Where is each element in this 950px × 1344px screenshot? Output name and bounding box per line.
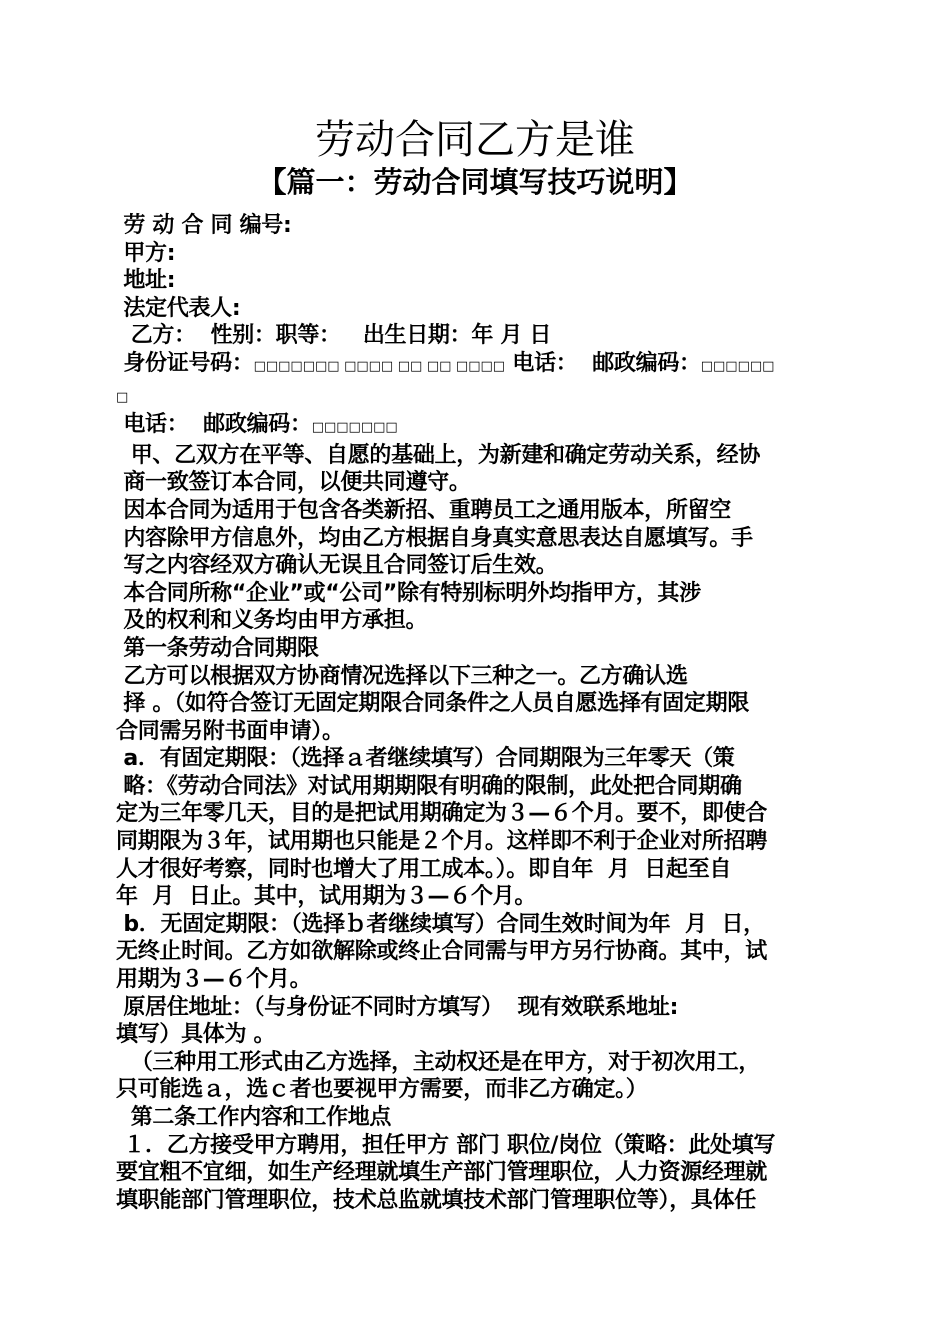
text-line: 写之内容经双方确认无误且合同签订后生效。 (116, 553, 558, 579)
id-number-line (116, 350, 836, 381)
text-line: 法定代表人: (116, 295, 241, 321)
section-heading: 第一条劳动合同期限 (116, 635, 319, 661)
text-line: 略：《劳动合同法》对试用期期限有明确的限制，此处把合同期确 (116, 773, 742, 799)
text-line: 人才很好考察，同时也增大了用工成本。）。即自年 月 日起至自 (116, 856, 732, 882)
text-line: 用期为３—６个月。 (116, 967, 312, 993)
section-heading: 第二条工作内容和工作地点 (116, 1105, 392, 1130)
text-line: 商一致签订本合同，以便共同遵守。 (116, 470, 471, 496)
text-line: 本合同所称“企业”或“公司”除有特别标明外均指甲方，其涉 (116, 580, 701, 606)
text-line: 乙方： 性别：职等： 出生日期：年 月 日 (116, 323, 552, 349)
text-line: 内容除甲方信息外，均由乙方根据自身真实意思表达自愿填写。手 (116, 525, 753, 551)
phone-label: 电话： 邮政编码： (116, 412, 312, 438)
text-line: 甲方: (116, 240, 176, 266)
text-line: a．有固定期限：（选择ａ者继续填写）合同期限为三年零天（策 (116, 746, 735, 772)
text-line: b．无固定期限：（选择ｂ者继续填写）合同生效时间为年 月 日， (116, 911, 765, 937)
text-line: 劳 动 合 同 编号: (116, 213, 292, 238)
text-line: 同期限为３年，试用期也只能是２个月。这样即不利于企业对所招聘 (116, 829, 768, 855)
id-number-label: 身份证号码： (116, 350, 254, 376)
text-line: 填写）具体为 。 (116, 1022, 276, 1048)
text-line: 地址: (116, 268, 176, 294)
id-line-tail: 电话： 邮政编码： (512, 350, 701, 376)
text-line: 填职能部门管理职位，技术总监就填技术部门管理职位等），具体任 (116, 1187, 757, 1213)
wrap-line (116, 381, 836, 412)
wrap-line-box: □ (116, 389, 129, 405)
text-line: 甲、乙双方在平等、自愿的基础上，为新建和确定劳动关系，经协 (116, 442, 761, 468)
phone-line (116, 411, 836, 442)
text-line: 因本合同为适用于包含各类新招、重聘员工之通用版本，所留空 (116, 497, 731, 523)
id-line-tail-boxes: □□□□□□ (700, 358, 775, 374)
text-line: 要宜粗不宜细，如生产经理就填生产部门管理职位，人力资源经理就 (116, 1160, 768, 1186)
text-line: 及的权利和义务均由甲方承担。 (116, 608, 428, 634)
text-line: 原居住地址：（与身份证不同时方填写） 现有效联系地址: (116, 994, 679, 1020)
document-body (116, 212, 836, 1214)
text-line: １．乙方接受甲方聘用，担任甲方 部门 职位/岗位（策略：此处填写 (116, 1132, 776, 1158)
text-line: 乙方可以根据双方协商情况选择以下三种之一。乙方确认选 (116, 663, 688, 689)
text-line: 定为三年零几天，目的是把试用期确定为３—６个月。要不，即使合 (116, 801, 768, 827)
phone-boxes: □□□□□□□ (311, 420, 398, 436)
text-line: 年 月 日止。其中，试用期为３—６个月。 (116, 884, 537, 910)
text-line: 无终止时间。乙方如欲解除或终止合同需与甲方另行协商。其中，试 (116, 939, 768, 965)
text-line: 只可能选ａ，选ｃ者也要视甲方需要，而非乙方确定。） (116, 1077, 648, 1103)
text-line: （三种用工形式由乙方选择，主动权还是在甲方，对于初次用工， (116, 1049, 761, 1075)
document-title: 劳动合同乙方是谁 (315, 117, 635, 163)
document-subtitle: 【篇一：劳动合同填写技巧说明】 (257, 165, 693, 199)
id-number-boxes: □□□□□□□ □□□□ □□ □□ □□□□ (253, 358, 506, 374)
text-line: 合同需另附书面申请）。 (116, 718, 344, 744)
text-line: 择 。（如符合签订无固定期限合同条件之人员自愿选择有固定期限 (116, 691, 750, 717)
